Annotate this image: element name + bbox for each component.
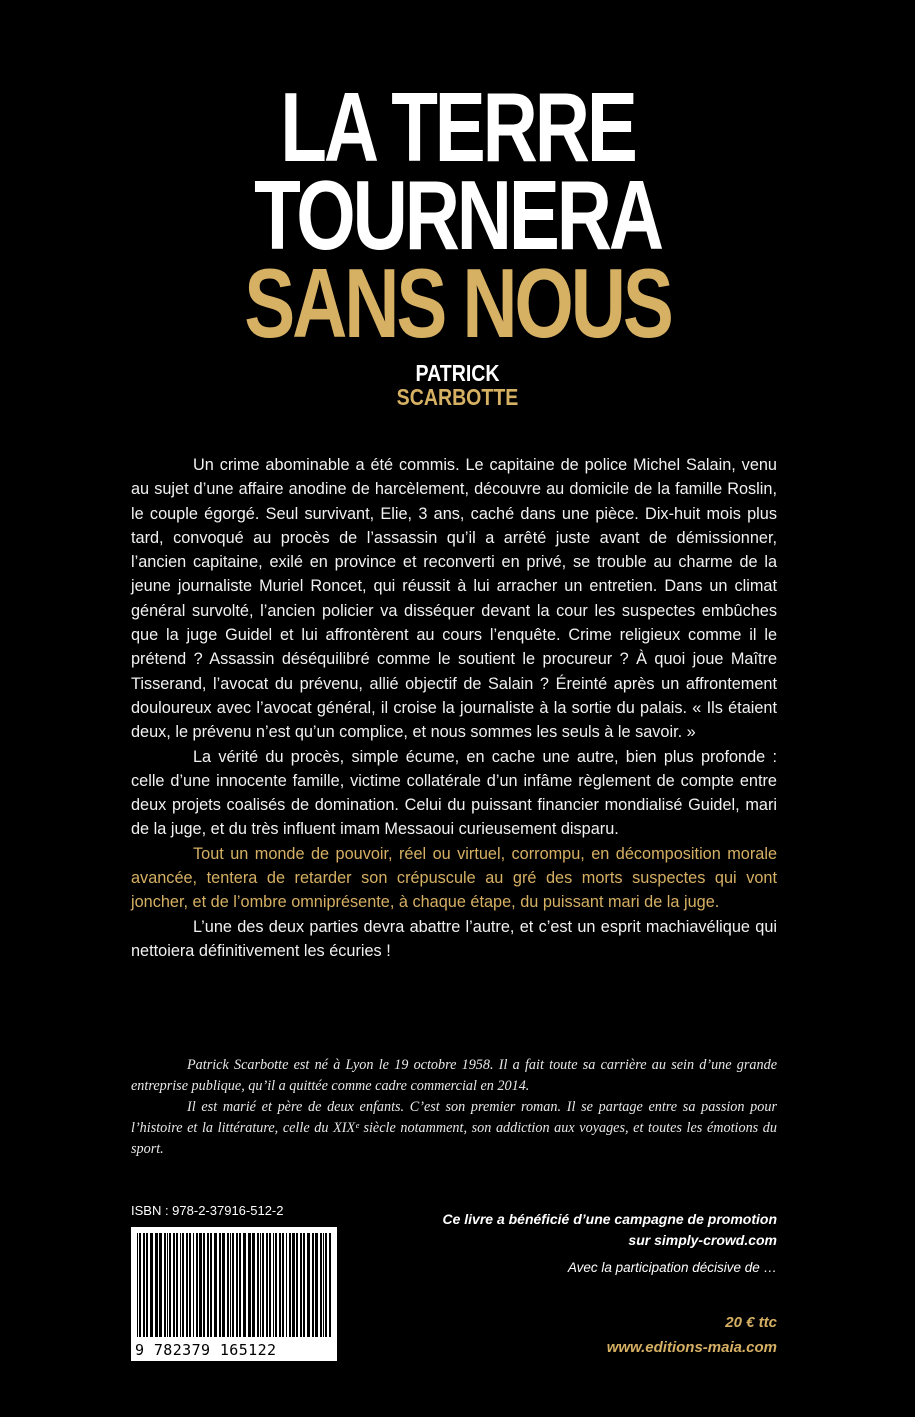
- blurb-paragraph-2: La vérité du procès, simple écume, en cache une autre, bien plus profonde : celle d’une innocente famille, victime collatérale d’un infâme règlement de compte entre deux projets coalisés de domination. Celui du puissant financier mondialisé Guidel, mari de la juge, et du très influent imam Messaoui curieusement disparu.: [131, 747, 777, 839]
- title-line-2: TOURNERA: [254, 160, 661, 270]
- barcode-bar: [262, 1233, 264, 1337]
- barcode-bar: [266, 1233, 268, 1337]
- bio-paragraph-2: Il est marié et père de deux enfants. C’est son premier roman. Il se partage entre sa passion pour l’histoire et la littérature, celle du XIXᵉ siècle notamment, son addiction aux voyages, et toutes les émotions du sport.: [131, 1099, 777, 1157]
- barcode-bar: [143, 1233, 145, 1337]
- barcode-bar: [269, 1233, 271, 1337]
- barcode-bar: [169, 1233, 171, 1337]
- barcode-bar: [289, 1233, 291, 1337]
- barcode-bar: [164, 1233, 166, 1337]
- title-line-3: SANS NOUS: [244, 248, 671, 358]
- barcode-bar: [329, 1233, 331, 1337]
- barcode-bar: [227, 1233, 229, 1337]
- barcode-bar: [186, 1233, 188, 1337]
- author-bio: [131, 1055, 777, 1160]
- barcode-bar: [260, 1233, 261, 1337]
- blurb-paragraph-3-highlight: Tout un monde de pouvoir, réel ou virtuel, corrompu, en décomposition morale avancée, tentera de retarder son crépuscule au gré des morts suspectes qui vont joncher, et de l’ombre omniprésente, à chaque étape, du puissant mari de la juge.: [131, 844, 777, 912]
- barcode-bar: [275, 1233, 277, 1337]
- barcode-bar: [203, 1233, 205, 1337]
- promo-note: [442, 1209, 777, 1251]
- barcode-bar: [303, 1233, 305, 1337]
- price: 20 € ttc: [725, 1314, 777, 1331]
- barcode-bar: [139, 1233, 141, 1337]
- barcode-bar: [219, 1233, 221, 1337]
- barcode-bar: [199, 1233, 202, 1337]
- barcode-bar: [286, 1233, 287, 1337]
- barcode-bar: [312, 1233, 314, 1337]
- barcode-bar: [273, 1233, 274, 1337]
- barcode-bar: [155, 1233, 158, 1337]
- barcode-bar: [193, 1233, 194, 1337]
- publisher-website: www.editions-maia.com: [606, 1339, 777, 1356]
- barcode-bar: [180, 1233, 181, 1337]
- barcode-bar: [257, 1233, 259, 1337]
- barcode-bar: [207, 1233, 209, 1337]
- barcode-bar: [137, 1233, 138, 1337]
- barcode-bar: [320, 1233, 322, 1337]
- partner-note: Avec la participation décisive de …: [567, 1260, 777, 1275]
- isbn-label: ISBN : 978-2-37916-512-2: [131, 1203, 284, 1218]
- back-cover-blurb: [131, 453, 777, 963]
- barcode-bar: [239, 1233, 241, 1337]
- author-first-name: PATRICK: [415, 360, 500, 386]
- barcode-bar: [222, 1233, 225, 1337]
- barcode-bar: [196, 1233, 198, 1337]
- barcode-bar: [173, 1233, 175, 1337]
- barcode-bar: [282, 1233, 284, 1337]
- barcode-bar: [300, 1233, 302, 1337]
- bio-paragraph-1: Patrick Scarbotte est né à Lyon le 19 octobre 1958. Il a fait toute sa carrière au sein d’une grande entreprise publique, qu’il a quittée comme cadre commercial en 2014.: [131, 1057, 777, 1094]
- barcode-digits: 9 782379 165122: [135, 1341, 277, 1359]
- blurb-paragraph-4: L’une des deux parties devra abattre l’autre, et c’est un esprit machiavélique qui nettoiera définitivement les écuries !: [131, 917, 777, 960]
- author-last-name: SCARBOTTE: [396, 384, 519, 410]
- barcode-bar: [146, 1233, 148, 1337]
- barcode-bar: [243, 1233, 246, 1337]
- barcode-bar: [292, 1233, 295, 1337]
- blurb-paragraph-1: Un crime abominable a été commis. Le capitaine de police Michel Salain, venu au sujet d’une affaire anodine de harcèlement, découvre au domicile de la famille Roslin, le couple égorgé. Seul survivant, Elie, 3 ans, caché dans une pièce. Dix-huit mois plus tard, convoqué au procès de l’assassin qu’il a arrêté juste avant de démissionner, l’ancien capitaine, exilé en province et reconverti en privé, se trouble au charme de la jeune journaliste Muriel Roncet, qui réussit à lui arracher un entretien. Dans un climat général survolté, l’ancien policier va disséquer devant la cour les suspectes embûches que la juge Guidel et lui affrontèrent au cours l’enquête. Crime religieux comme il le prétend ? Assassin déséquilibré comme le soutient le procureur ? À quoi joue Maître Tisserand, l’avocat du prévenu, allié objectif de Salain ? Éreinté après un affrontement douloureux avec l’avocat général, il croise la journaliste à la sortie du palais. « Ils étaient deux, le prévenu n’est qu’un complice, et nous sommes les seuls à le savoir. »: [131, 456, 777, 742]
- barcode-bar: [176, 1233, 178, 1337]
- barcode-bar: [159, 1233, 162, 1337]
- barcode-bar: [167, 1233, 168, 1337]
- barcode-bar: [189, 1233, 191, 1337]
- barcode-bar: [296, 1233, 298, 1337]
- barcode-bar: [230, 1233, 231, 1337]
- promo-line-2: sur simply-crowd.com: [628, 1232, 777, 1248]
- barcode-bar: [214, 1233, 217, 1337]
- barcode-bar: [315, 1233, 318, 1337]
- barcode-bar: [150, 1233, 153, 1337]
- barcode-bar: [236, 1233, 238, 1337]
- barcode: [131, 1227, 337, 1361]
- barcode-bar: [279, 1233, 281, 1337]
- promo-line-1: Ce livre a bénéficié d’une campagne de promotion: [442, 1211, 777, 1227]
- barcode-bar: [323, 1233, 324, 1337]
- barcode-bar: [307, 1233, 310, 1337]
- barcode-bar: [252, 1233, 255, 1337]
- barcode-bar: [210, 1233, 212, 1337]
- barcode-bar: [248, 1233, 251, 1337]
- barcode-bar: [232, 1233, 234, 1337]
- title-line-1: LA TERRE: [280, 72, 635, 182]
- barcode-bar: [325, 1233, 327, 1337]
- barcode-bar: [182, 1233, 184, 1337]
